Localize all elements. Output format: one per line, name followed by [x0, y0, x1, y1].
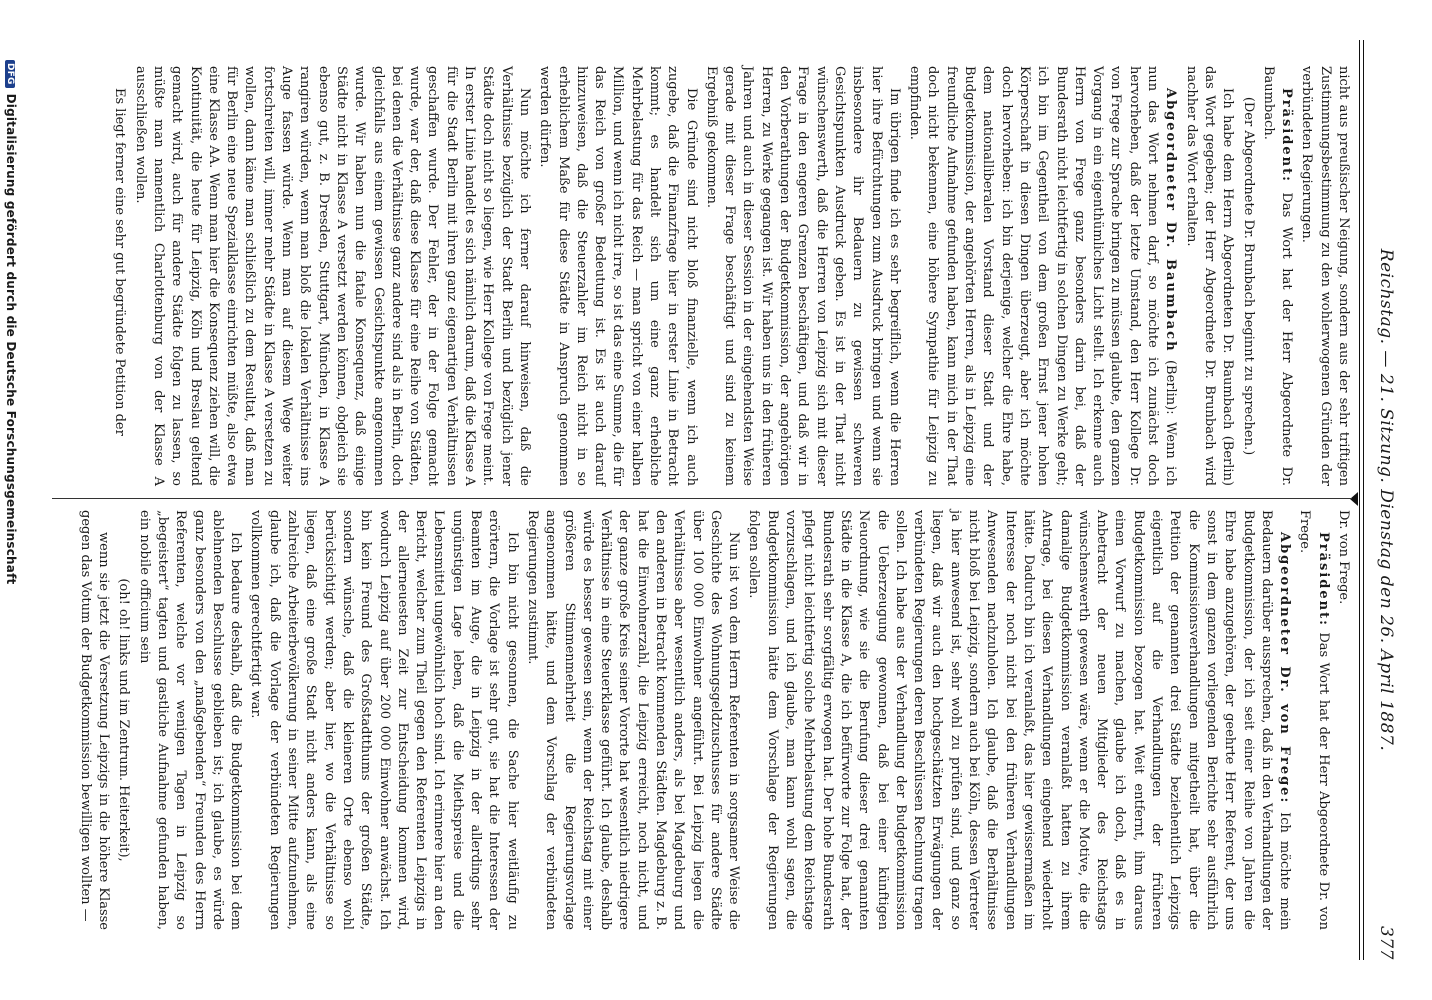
- paragraph-text: Ich habe dem Herrn Abgeordneten Dr. Baumbach (Berlin) das Wort gegeben; der Herr Abgeordnete Dr. Brunbach wird nachher das Wort erhalten.: [1183, 66, 1236, 486]
- paragraph: [76, 510, 113, 930]
- paragraph: [1181, 66, 1236, 486]
- paragraph-text: Ich bin nicht gesonnen, die Sache hier weitläufig zu erörtern, die Vorlage ist sehr gut, sie hat die Interessen der Beamten im Auge, die in Leipzig in der allerdings sehr ungünstigen Lage leben, daß die Miethspreise und die Lebensmittel ungewöhnlich hoch sind. Ich erinnere hier an den Bericht, welcher zum Theil gegen den Referenten Leipzigs in der allerneuesten Zeit zur Entscheidung kommen wird, wodurch Leipzig auf über 200 000 Einwohner anwächst. Ich bin kein Freund des Großstadtthums der großen Städte, sondern wünsche, daß die kleineren Orte ebenso wohl berücksichtigt werden; aber hier, wo die Verhältnisse so liegen, daß eine große Stadt nicht anders kann, als eine zahlreiche Arbeiterbevölkerung in seiner Mitte aufzunehmen, glaube ich, daß die Vorlage der verbündeten Regierungen vollkommen gerechtfertigt war.: [248, 510, 520, 930]
- paragraph: [134, 510, 244, 930]
- paragraph-text: Nun möchte ich ferner darauf hinweisen, daß die Verhältnisse bezüglich der Stadt Berlin und bezüglich jener Städte doch nicht so liegen, wie Herr Kollege von Frege meint. In erster Linie handelt es sich nämlich darum, daß die Klasse A für die Stadt Berlin mit ihren ganz eigenartigen Verhältnissen geschaffen wurde. Der Fehler, der in der Folge gemacht wurde, war der, daß diese Klasse für eine Reihe von Städten, bei denen die Verhältnisse ganz andere sind als in Berlin, doch gleichfalls aus einem gewissen Gesichtspunkte angenommen wurde. Wir haben nun die fatale Konsequenz, daß einige Städte nicht in Klasse A versetzt werden können, obgleich sie ebenso gut, z. B. Dresden, Stuttgart, München, in Klasse A rangiren würden, wenn man bloß die lokalen Verhältnisse ins Auge fassen würde. Wenn man auf diesem Wege weiter fortschreiten will, immer mehr Städte in Klasse A versetzen zu wollen, dann käme man schließlich zu dem Resultat, daß man für Berlin eine neue Spezialklasse einrichten müßte, also etwa eine Klasse AA. Wenn man hier die Konsequenz ziehen will, die Kontinuität, die heute für Leipzig, Köln und Breslau geltend gemacht wird, auch für andere Städte folgen zu lassen, so müßte man namentlich Charlottenburg von der Klasse A ausschließen wollen.: [132, 66, 532, 486]
- paragraph-text: Ich bedaure deshalb, daß die Budgetkommission bei dem ablehnenden Beschlusse geblieben ist; ich glaube, es würde ganz besonders von den „maßgebenden“ Freunden des Herrn Referenten, welche vor wenigen Tagen in Leipzig so „begeistert“ tagten und gastliche Aufnahme gefunden haben, ein nobile officium sein: [136, 510, 244, 930]
- header-title: Reichstag. — 21. Sitzung. Dienstag den 26. April 1887.: [1376, 248, 1396, 752]
- paragraph: [246, 510, 520, 930]
- speaker-name: Abgeordneter Dr. von Frege:: [1277, 532, 1293, 805]
- paragraph-text: Die Gründe sind nicht bloß finanzielle, wenn ich auch zugebe, daß die Finanzfrage hier in erster Linie in Betracht kommt; es handelt sich um eine ganz erhebliche Mehrbelastung für das Reich — man spricht von einer halben Million, und wenn ich nicht irre, so ist das eine Summe, die für das Reich von großer Bedeutung ist. Es ist auch darauf hinzuweisen, daß die Steuerzahler im Reich nicht in so erheblichem Maße für diese Städte in Anspruch genommen werden dürfen.: [537, 66, 699, 486]
- column-marker: [1350, 492, 1358, 506]
- page-number: 377: [1376, 926, 1396, 960]
- column-divider: [52, 498, 1352, 499]
- paragraph: [114, 510, 132, 930]
- paragraph: [1334, 510, 1352, 930]
- paragraph-text: wenn sie jetzt die Versetzung Leipzigs in die höhere Klasse gegen das Votum der Budgetkommission bewilligen wollten —: [77, 510, 112, 930]
- paragraph-text: Das Wort hat der Herr Abgeordnete Dr. von Frege.: [1297, 510, 1331, 930]
- paragraph-text: (oh! oh! links und im Zentrum. Heiterkeit),: [116, 578, 132, 862]
- paragraph: [702, 66, 903, 486]
- paragraph: [1259, 66, 1296, 486]
- header-rule: [1359, 40, 1364, 960]
- paragraph-text: Es liegt ferner eine sehr gut begründete Petition der: [112, 88, 128, 436]
- paragraph-text: Im übrigen finde ich es sehr begreiflich, wenn die Herren hier ihre Befürchtungen zum Ausdruck bringen und wenn sie insbesondere ihr Bedauern zu gewissen schweren Gesichtspunkten Ausdruck geben. Es ist in der That nicht wünschenswerth, daß die Herren von Leipzig sich mit dieser Frage in den engeren Grenzen beschäftigen, und daß wir in den Vorberathungen der Budgetkommission, der angehörigen Herren, zu Werke gegangen ist. Wir haben uns in den früheren Jahren und auch in dieser Session in der eingehendsten Weise gerade mit dieser Frage beschäftigt und sind zu keinem Ergebniß gekommen.: [703, 66, 902, 486]
- paragraph: [905, 66, 1179, 486]
- paragraph-text: Ich möchte mein Bedauern darüber aussprechen, daß in den Verhandlungen der Budgetkommission, der ich seit einer Reihe von Jahren die Ehre habe anzugehören, der geehrte Herr Referent, der uns sonst in dem ganzen vorliegenden Berichte sehr ausführlich die Kommissionsverhandlungen mitgetheilt hat, über die Petition der genannten drei Städte beziehentlich Leipzigs eigentlich auf die Verhandlungen der früheren Budgetkommission bezogen hat. Weit entfernt, ihm daraus einen Vorwurf zu machen, glaube ich doch, daß es in Anbetracht der neuen Mitglieder des Reichstags wünschenswerth gewesen wäre, wenn er die Motive, die die damalige Budgetkommission veranlaßt hatten zu ihrem Antrage, bei diesen Verhandlungen eingehend wiederholt hätte. Dadurch bin ich veranlaßt, das hier gewissermaßen im Interesse der noch nicht bei den früheren Verhandlungen Anwesenden nachzuholen. Ich glaube, daß die Berhältnisse nicht bloß bei Leipzig, sondern auch bei Köln, dessen Vertreter ja hier anwesend ist, sehr wohl zu prüfen sind, und ganz so liegen, daß wir auch den hochgeschätzten Erwägungen der verbündeten Regierungen deren Beschlüssen Rechnung tragen sollen. Ich habe aus der Verhandlung der Budgetkommission die Ueberzeugung gewonnen, daß bei einer künftigen Neuordnung, wie sie die Berufung dieser drei genannten Städte in die Klasse A, die ich befürworte zur Folge hat, der Bundesrath sehr sorgfältig erwogen hat. Der hohe Bundesrath pflegt nicht leichtfertig solche Mehrbelastung dem Reichstage vorzuschlagen, und ich glaube, man kann wohl sagen, die Budgetkommission hätte dem Vorschlage der Regierungen folgen sollen.: [746, 510, 1293, 930]
- paragraph-text: nicht aus preußischer Neigung, sondern aus der sehr triftigen Zustimmungsbestimmung zu den wohlerwogenen Gründen der verbündeten Regierungen.: [1299, 66, 1351, 486]
- paragraph-text: (Berlin): Wenn ich nun das Wort nehmen darf, so möchte ich zunächst doch hervorheben, daß der letzte Umstand, den Herr Kollege Dr. von Frege zur Sprache bringen zu müssen glaubte, den ganzen Vorgang in ein eigenthümliches Licht stellt. Ich erkenne auch Herrn von Frege ganz besonders darin bei, daß der Bundesrath nicht leichtfertig in solchen Dingen zu Werke geht; ich bin im Gegentheil von dem großen Ernst jener hohen Körperschaft in diesen Dingen überzeugt, aber ich möchte doch hervorheben: ich bin derjenige, welcher die Ehre habe, dem nationalliberalen Vorstand dieser Stadt und der Budgetkommission, der angehörten Herren, als in Leipzig eine freundliche Aufnahme gefunden haben, kann mich in der That doch nicht bekennen, eine höhere Sympathie für Leipzig zu empfinden.: [907, 66, 1179, 486]
- paragraph-text: Nun ist von dem Herrn Referenten in sorgsamer Weise die Geschichte des Wohnungsgeldzuschusses für andere Städte über 100 000 Einwohner angeführt. Bei Leipzig liegen die Verhältnisse aber wesentlich anders, als bei Magdeburg und den anderen in Betracht kommenden Städten. Magdeburg z. B. hat die Einwohnerzahl, die Leipzig erreicht, noch nicht, und der ganze große Kreis seiner Vororte hat wesentlich niedrigere Verhältnisse in eine Steuerklasse geführt. Ich glaube, deshalb würde es besser gewesen sein, wenn der Reichstag mit einer größeren Stimmenmehrheit die Regierungsvorlage angenommen hätte, und dem Vorschlag der verbündeten Regierungen zustimmt.: [524, 510, 742, 930]
- digitization-footer: [4, 60, 18, 940]
- right-column: [74, 510, 1352, 930]
- speaker-name: Präsident:: [1315, 532, 1331, 627]
- paragraph: [110, 66, 128, 486]
- speaker-name: Präsident:: [1279, 88, 1295, 183]
- paragraph: [523, 510, 743, 930]
- paragraph-text: (Der Abgeordnete Dr. Brunbach beginnt zu sprechen.): [1240, 96, 1256, 456]
- paragraph-text: Das Wort hat der Herr Abgeordnete Dr. Baumbach.: [1260, 66, 1295, 486]
- paragraph: [130, 66, 533, 486]
- dfg-logo: DFG: [5, 60, 15, 88]
- paragraph: [744, 510, 1293, 930]
- left-column: [108, 66, 1352, 486]
- paragraph-text: Dr. von Frege.: [1336, 510, 1351, 605]
- paragraph: [535, 66, 700, 486]
- speaker-name: Abgeordneter Dr. Baumbach: [1163, 88, 1179, 353]
- paragraph: [1238, 66, 1256, 486]
- paragraph: [1297, 66, 1352, 486]
- running-header: [1364, 30, 1404, 970]
- footer-text: Digitalisierung gefördert durch die Deutsche Forschungsgemeinschaft: [4, 93, 18, 585]
- paragraph: [1295, 510, 1332, 930]
